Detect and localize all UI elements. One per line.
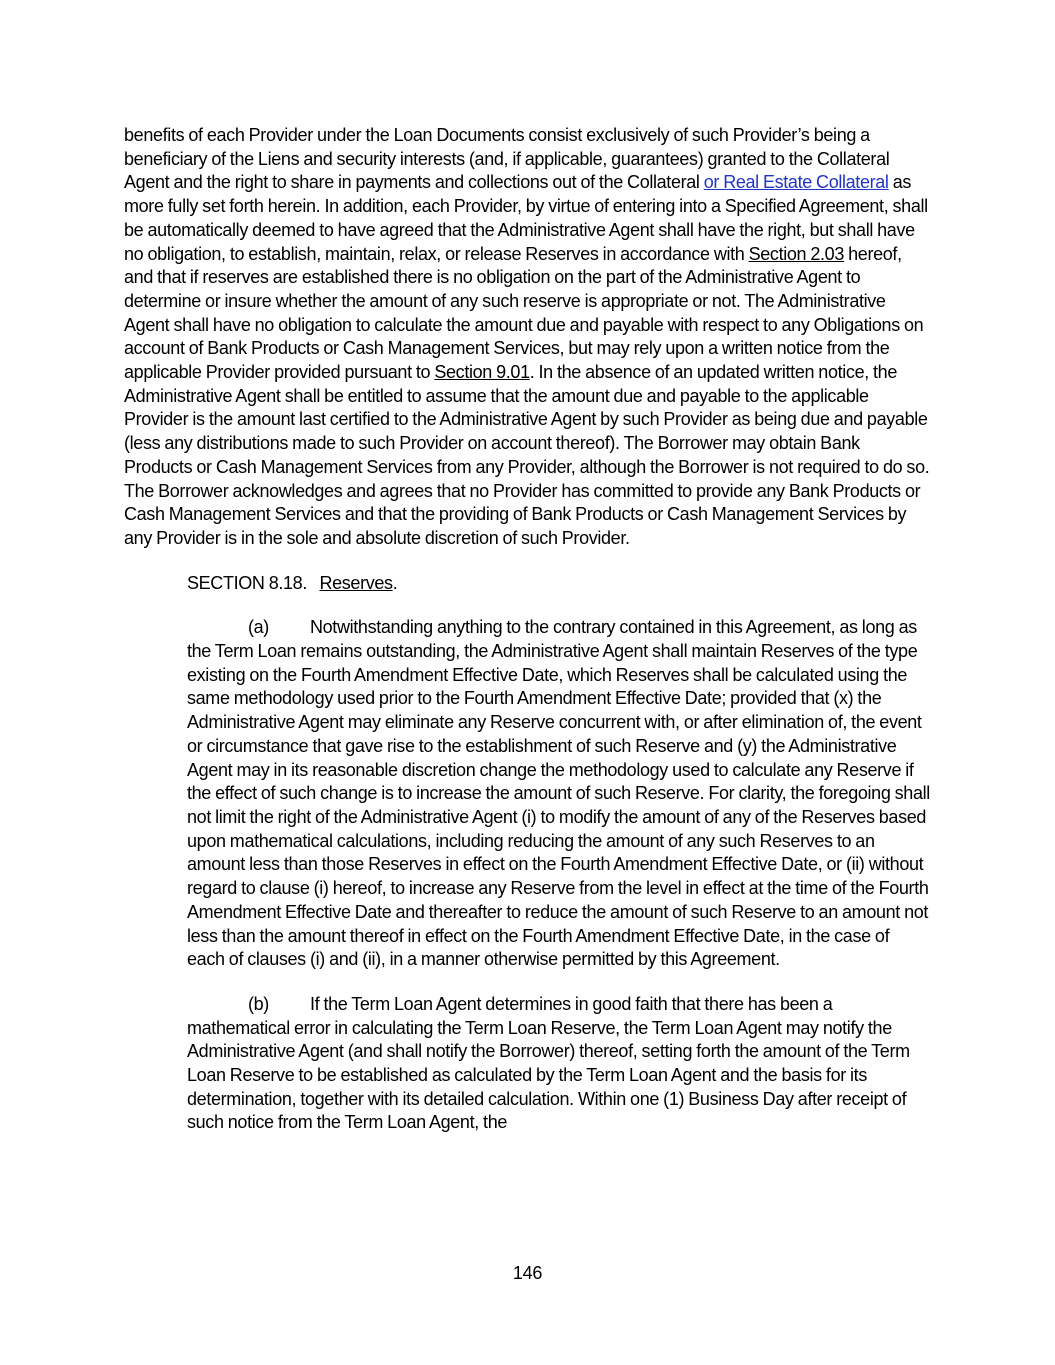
paragraph-text: hereof, and that if reserves are established there is no obligation on the part of the Administrative Agent to determine or insure whether the amount of any such reserve is appropriate or not. The Administrative Agent shall have no obligation to calculate the amount due and payable with respect to any Obligations on account of Bank Products or Cash Management Services, but may rely upon a written notice from the applicable Provider provided pursuant to [124,243,924,383]
document-page [124,124,930,1135]
subparagraph-text: If the Term Loan Agent determines in good faith that there has been a mathematical error in calculating the Term Loan Reserve, the Term Loan Agent may notify the Administrative Agent (and shall notify the Borrower) thereof, setting forth the amount of the Term Loan Reserve to be established as calculated by the Term Loan Agent and the basis for its determination, together with its detailed calculation. Within one (1) Business Day after receipt of such notice from the Term Loan Agent, the [187,993,910,1133]
subparagraph-marker: (b) [248,993,269,1014]
subparagraph-marker: (a) [248,617,269,638]
section-reference: Section 9.01 [434,362,530,383]
section-title: Reserves [319,572,393,593]
paragraph-text: as more fully set forth herein. In addition, each Provider, by virtue of entering into a Specified Agreement, shall be automatically deemed to have agreed that the Administrative Agent shall have the right, but shall have no obligation, to establish, maintain, relax, or release Reserves in accordance with [124,172,928,264]
section-body [187,616,930,1135]
subparagraph-a [187,616,930,972]
section-heading [124,572,930,596]
section-title-period: . [392,572,398,593]
subparagraph-text: Notwithstanding anything to the contrary contained in this Agreement, as long as the Term Loan remains outstanding, the Administrative Agent shall maintain Reserves of the type existing on the Fourth Amendment Effective Date, which Reserves shall be calculated using the same methodology used prior to the Fourth Amendment Effective Date; provided that (x) the Administrative Agent may eliminate any Reserve concurrent with, or after elimination of, the event or circumstance that gave rise to the establishment of such Reserve and (y) the Administrative Agent may in its reasonable discretion change the methodology used to calculate any Reserve if the effect of such change is to increase the amount of such Reserve. For clarity, the foregoing shall not limit the right of the Administrative Agent (i) to modify the amount of any of the Reserves based upon mathematical calculations, including reducing the amount of any such Reserves to an amount less than those Reserves in effect on the Fourth Amendment Effective Date, or (ii) without regard to clause (i) hereof, to increase any Reserve from the level in effect at the time of the Fourth Amendment Effective Date and thereafter to reduce the amount of such Reserve to an amount not less than the amount thereof in effect on the Fourth Amendment Effective Date, in the case of each of clauses (i) and (ii), in a manner otherwise permitted by this Agreement. [187,617,930,970]
subparagraph-b [187,993,930,1135]
page-number: 146 [512,1263,543,1283]
section-reference: Section 2.03 [748,243,844,264]
real-estate-collateral-link[interactable]: or Real Estate Collateral [703,172,889,193]
paragraph-text: . In the absence of an updated written notice, the Administrative Agent shall be entitled to assume that the amount due and payable to the applicable Provider is the amount last certified to the Administrative Agent by such Provider as being due and payable (less any distributions made to such Provider on account thereof). The Borrower may obtain Bank Products or Cash Management Services from any Provider, although the Borrower is not required to do so. The Borrower acknowledges and agrees that no Provider has committed to provide any Bank Products or Cash Management Services and that the providing of Bank Products or Cash Management Services by any Provider is in the sole and absolute discretion of such Provider. [124,362,930,548]
body-paragraph [124,124,930,551]
section-number: SECTION 8.18. [187,572,307,593]
paragraph-text: benefits of each Provider under the Loan Documents consist exclusively of such Provider’s being a beneficiary of the Liens and security interests (and, if applicable, guarantees) granted to the Collateral Agent and the right to share in payments and collections out of the Collateral [124,125,890,193]
